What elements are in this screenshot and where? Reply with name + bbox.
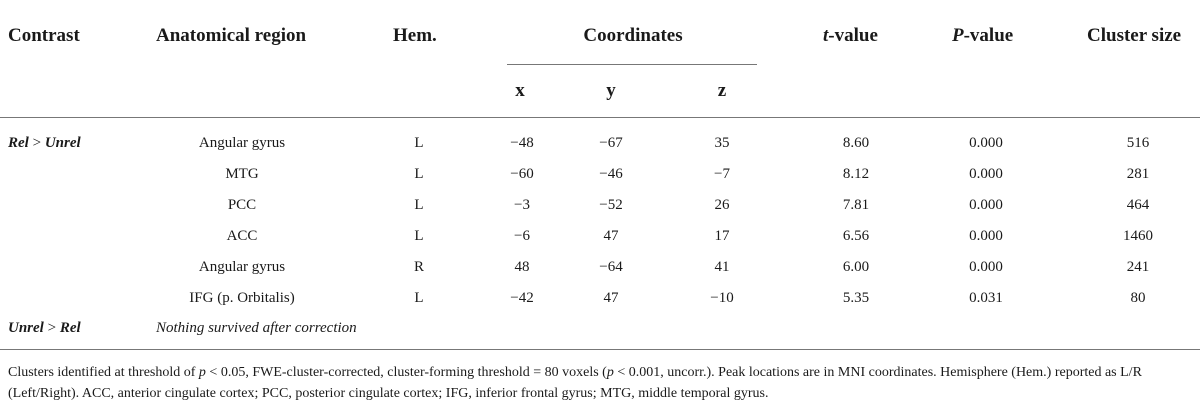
- header-z: z: [717, 80, 727, 101]
- cell-region: MTG: [225, 166, 259, 182]
- cell-p: 0.000: [969, 135, 1003, 151]
- cell-size: 1460: [1123, 228, 1153, 244]
- cell-z: 41: [714, 259, 730, 275]
- cell-size: 281: [1126, 166, 1150, 182]
- cell-y: 47: [603, 290, 619, 306]
- cell-x: −60: [510, 166, 534, 182]
- cell-region: PCC: [227, 197, 257, 213]
- cell-x: −6: [514, 228, 530, 244]
- cell-y: −52: [599, 197, 623, 213]
- cell-x: −42: [510, 290, 534, 306]
- table-footnote: Clusters identified at threshold of p < 0.05, FWE-cluster-corrected, cluster-forming threshold = 80 voxels (p < 0.001, uncorr.). Peak locations are in MNI coordinates. Hemisphere (Hem.) reported as L/R (Left/Right). ACC, anterior cingulate cortex; PCC, posterior cingulate cortex; IFG, inferior frontal gyrus; MTG, middle temporal gyrus.: [8, 365, 1142, 401]
- cell-hem: L: [414, 166, 424, 182]
- cell-x: −48: [510, 135, 534, 151]
- header-p-value: P-value: [952, 25, 1014, 46]
- table-bottom-rule: [0, 349, 1200, 350]
- cell-t: 8.60: [842, 135, 870, 151]
- cell-hem: L: [414, 135, 424, 151]
- cell-x: −3: [514, 197, 530, 213]
- coordinates-underline: [507, 64, 757, 65]
- cell-y: 47: [603, 228, 619, 244]
- cell-region: ACC: [226, 228, 258, 244]
- cell-t: 6.00: [842, 259, 870, 275]
- cell-size: 80: [1130, 290, 1146, 306]
- cell-t: 5.35: [842, 290, 870, 306]
- cell-t: 6.56: [842, 228, 870, 244]
- header-x: x: [515, 80, 525, 101]
- header-anatomical-region: Anatomical region: [156, 25, 307, 46]
- contrast-unrel-gt-rel: Unrel > Rel: [8, 320, 81, 336]
- cell-hem: L: [414, 290, 424, 306]
- header-cluster-size: Cluster size: [1087, 25, 1182, 46]
- cell-p: 0.000: [969, 166, 1003, 182]
- cell-size: 241: [1126, 259, 1150, 275]
- cell-p: 0.031: [969, 290, 1003, 306]
- header-coordinates: Coordinates: [583, 25, 683, 46]
- contrast-rel-gt-unrel: Rel > Unrel: [8, 135, 81, 151]
- cell-hem: L: [414, 197, 424, 213]
- cell-region: IFG (p. Orbitalis): [189, 290, 295, 306]
- cell-y: −64: [599, 259, 623, 275]
- header-contrast: Contrast: [8, 25, 80, 46]
- cell-hem: L: [414, 228, 424, 244]
- cell-y: −67: [599, 135, 623, 151]
- cell-size: 464: [1126, 197, 1150, 213]
- cell-hem: R: [413, 259, 425, 275]
- cell-t: 7.81: [842, 197, 870, 213]
- cell-t: 8.12: [842, 166, 870, 182]
- header-rule: [0, 117, 1200, 118]
- cell-size: 516: [1126, 135, 1150, 151]
- cell-z: −7: [714, 166, 730, 182]
- cell-x: 48: [514, 259, 530, 275]
- cell-z: −10: [710, 290, 734, 306]
- header-t-value: t-value: [823, 25, 878, 46]
- cell-z: 26: [714, 197, 730, 213]
- cell-region: Angular gyrus: [198, 135, 286, 151]
- cell-z: 35: [714, 135, 730, 151]
- cell-p: 0.000: [969, 228, 1003, 244]
- no-survivors-note: Nothing survived after correction: [156, 320, 357, 336]
- header-hem: Hem.: [393, 25, 437, 46]
- cell-p: 0.000: [969, 197, 1003, 213]
- cell-p: 0.000: [969, 259, 1003, 275]
- cell-region: Angular gyrus: [198, 259, 286, 275]
- cell-y: −46: [599, 166, 623, 182]
- cell-z: 17: [714, 228, 730, 244]
- header-y: y: [606, 80, 616, 101]
